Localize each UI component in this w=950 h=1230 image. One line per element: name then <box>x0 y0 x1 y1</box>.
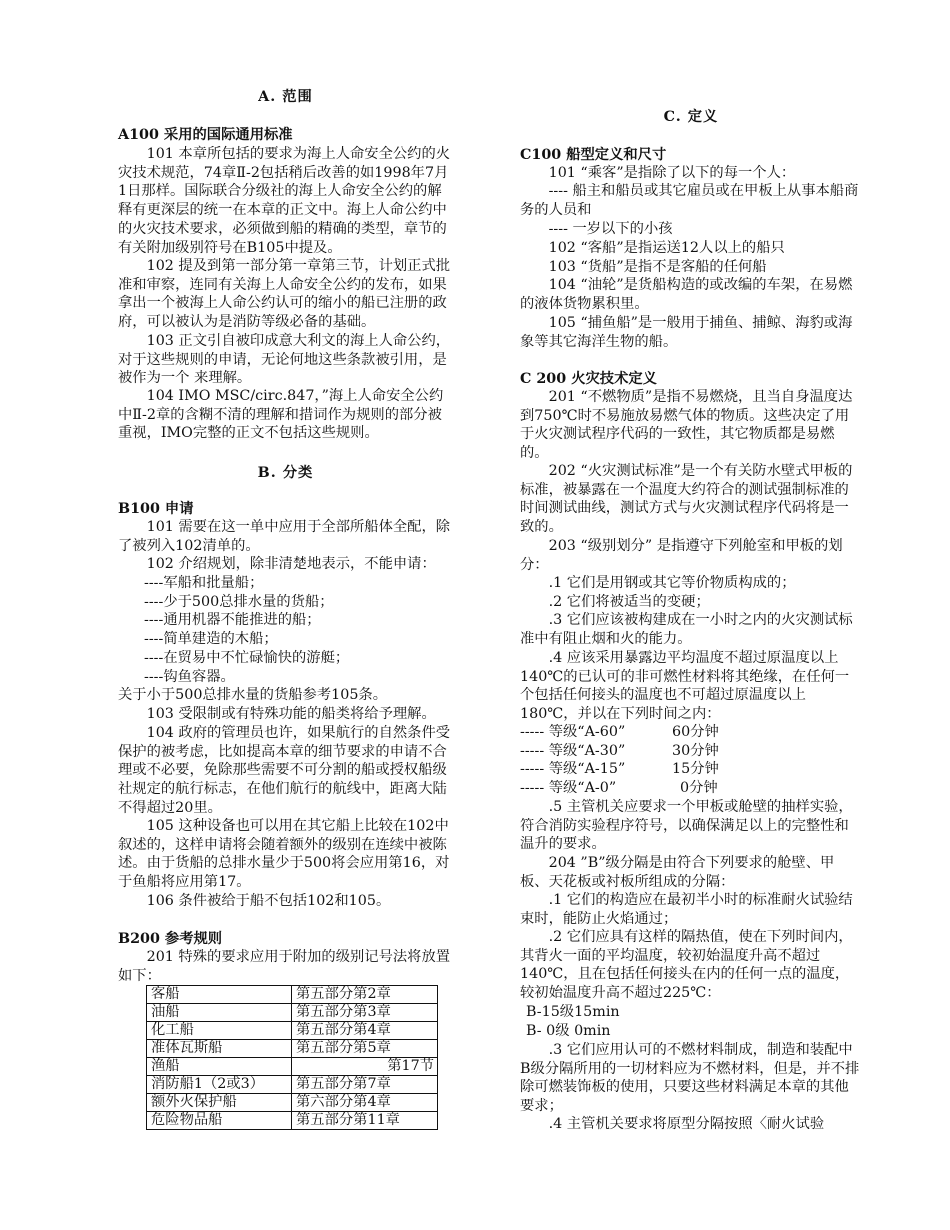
c105-paragraph: 105 “捕鱼船”是一般用于捕鱼、捕鲸、海豹或海象等其它海洋生物的船。 <box>520 315 853 350</box>
c103-paragraph: 103 “货船”是指不是客船的任何船 <box>548 259 767 275</box>
c204-item-4: .4 主管机关要求将原型分隔按照〈耐火试验 <box>548 1116 825 1132</box>
grade-label: ----- 等级“A-60” <box>520 724 626 740</box>
b102-list <box>144 574 453 686</box>
grade-time: 0分钟 <box>680 780 718 797</box>
table-row <box>147 1004 438 1022</box>
table-cell: 油船 <box>147 1004 292 1022</box>
list-item <box>520 760 862 779</box>
table-cell: 第五部分第4章 <box>292 1022 438 1040</box>
c101-item-b: ---- 一岁以下的小孩 <box>548 221 673 237</box>
grade-label: ----- 等级“A-30” <box>520 742 626 759</box>
c202-paragraph: 202 “火灾测试标准”是一个有关防水壁式甲板的标准，被暴露在一个温度大约符合的测试强制标准的时间测试曲线，测试方式与火灾测试程序代码将是一致的。 <box>520 463 853 536</box>
a101-paragraph: 101 本章所包括的要求为海上人命安全公约的火灾技术规范，74章Ⅱ-2包括稍后改善的如1998年7月1日那样。国际联合分级社的海上人命安全公约的解释有更深层的统一在本章的正文中。海上人命公约中的火灾技术要求，必须做到船的精确的类型，章节的有关附加级别符号在B105中提及。 <box>118 146 451 256</box>
b200-heading: B200 参考规则 <box>118 931 223 947</box>
table-cell: 第五部分第7章 <box>292 1076 438 1094</box>
b100-heading: B100 申请 <box>118 501 194 517</box>
a102-paragraph: 102 提及到第一部分第一章第三节，计划正式批准和审察，连同有关海上人命安全公约的发布，如果拿出一个被海上人命公约认可的缩小的船已注册的政府，可以被认为是消防等级必备的基础。 <box>118 258 451 331</box>
c201-paragraph: 201 “不燃物质”是指不易燃烧，且当自身温度达到750℃时不易施放易燃气体的物质。这些决定了用于火灾测试程序代码的一致性，其它物质都是易燃的。 <box>520 389 853 462</box>
table-row <box>147 1076 438 1094</box>
list-item: ----少于500总排水量的货船； <box>144 593 334 610</box>
c104-paragraph: 104 “油轮”是货船构造的或改编的车架，在易燃的液体货物累积里。 <box>520 277 853 312</box>
a100-heading: A100 采用的国际通用标准 <box>118 127 293 143</box>
b106-paragraph: 106 条件被给于船不包括102和105。 <box>146 893 391 909</box>
c204-item-1: .1 它们的构造应在最初半小时的标准耐火试验结束时，能防止火焰通过； <box>520 892 853 927</box>
section-a-title: A. 范围 <box>258 89 313 105</box>
table-cell: 第五部分第2章 <box>292 986 438 1004</box>
table-cell: 消防船1（2或3） <box>147 1076 292 1094</box>
table-cell: 第五部分第5章 <box>292 1040 438 1058</box>
list-item: ----简单建造的木船； <box>144 631 278 648</box>
grade-time: 15分钟 <box>672 761 719 778</box>
table-row <box>147 1040 438 1058</box>
table-row <box>147 1112 438 1130</box>
table-cell: 第五部分第3章 <box>292 1004 438 1022</box>
section-b-title: B. 分类 <box>257 465 314 481</box>
c203-item-1: .1 它们是用钢或其它等价物质构成的； <box>548 575 796 591</box>
table-cell: 化工船 <box>147 1022 292 1040</box>
c203-paragraph: 203 “级别划分” 是指遵守下列舱室和甲板的划分： <box>520 538 843 573</box>
table-row <box>147 986 438 1004</box>
b0-line: B- 0级 0min <box>526 1023 611 1039</box>
section-c-title: C. 定义 <box>663 109 719 125</box>
grade-label: ----- 等级“A-0” <box>520 780 617 797</box>
list-item: ----军船和批量船； <box>144 575 264 591</box>
table-cell: 额外火保护船 <box>147 1094 292 1112</box>
c200-heading: C 200 火灾技术定义 <box>520 371 657 387</box>
c101-paragraph: 101 “乘客”是指除了以下的每一个人： <box>548 165 796 181</box>
grade-list <box>520 723 862 798</box>
a104-paragraph: 104 IMO MSC/circ.847，”海上人命安全公约中Ⅱ-2章的含糊不清的理解和措词作为规则的部分被重视，IMO完整的正文不包括这些规则。 <box>118 388 444 442</box>
c102-paragraph: 102 “客船”是指运送12人以上的船只 <box>548 240 785 256</box>
b201-paragraph: 201 特殊的要求应用于附加的级别记号法将放置如下： <box>118 949 451 984</box>
c204-paragraph: 204 ”B”级分隔是由符合下列要求的舱壁、甲板、天花板或衬板所组成的分隔： <box>520 855 835 890</box>
table-cell: 渔船 <box>147 1058 292 1076</box>
grade-label: ----- 等级“A-15” <box>520 761 626 778</box>
list-item: ----通用机器不能推进的船； <box>144 612 321 629</box>
table-cell: 第五部分第11章 <box>292 1112 438 1130</box>
c204-item-3: .3 它们应用认可的不燃材料制成，制造和装配中B级分隔所用的一切材料应为不燃材料，但是，并不排除可燃装饰板的使用，只要这些材料满足本章的其他要求； <box>520 1042 860 1115</box>
c204-item-2: .2 它们应具有这样的隔热值，使在下列时间内，其背火一面的平均温度，较初始温度升高不超过140℃，且在包括任何接头在内的任何一点的温度，较初始温度升高不超过225℃： <box>520 929 853 1002</box>
c100-heading: C100 船型定义和尺寸 <box>520 147 667 163</box>
b103-paragraph: 103 受限制或有特殊功能的船类将给予理解。 <box>146 706 436 722</box>
list-item <box>520 779 862 798</box>
grade-time: 60分钟 <box>672 724 719 740</box>
b101-paragraph: 101 需要在这一单中应用于全部所船体全配，除了被列入102清单的。 <box>118 519 451 554</box>
table-cell: 危险物品船 <box>147 1112 292 1130</box>
table-row <box>147 1094 438 1112</box>
b105-paragraph: 105 这种设备也可以用在其它船上比较在102中叙述的，这样申请将会随着额外的级别在连续中被陈述。由于货船的总排水量少于500将会应用第16，对于鱼船将应用第17。 <box>118 818 450 891</box>
table-row <box>147 1058 438 1076</box>
c203-item-3: .3 它们应该被构建成在一小时之内的火灾测试标准中有阻止烟和火的能力。 <box>520 612 853 647</box>
c203-item-5: .5 主管机关应要求一个甲板或舱壁的抽样实验，符合消防实验程序符号，以确保满足以上的完整性和温升的要求。 <box>520 799 853 853</box>
table-row <box>147 1022 438 1040</box>
c101-item-a: ---- 船主和船员或其它雇员或在甲板上从事本船商务的人员和 <box>520 183 859 218</box>
reference-rules-table <box>146 985 438 1130</box>
c203-item-4: .4 应该采用暴露边平均温度不超过原温度以上140℃的已认可的非可燃性材料将其绝缘，在任何一个包括任何接头的温度也不可超过原温度以上180℃，并以在下列时间之内： <box>520 650 850 723</box>
b102-paragraph: 102 介绍规划，除非清楚地表示，不能申请： <box>146 556 436 572</box>
b15-line: B-15级15min <box>526 1004 620 1020</box>
table-cell: 客船 <box>147 986 292 1004</box>
grade-time: 30分钟 <box>672 742 719 759</box>
list-item <box>520 742 862 761</box>
b104-paragraph: 104 政府的管理员也许，如果航行的自然条件受保护的被考虑，比如提高本章的细节要求的申请不合理或不必要，免除那些需要不可分割的船或授权船级社规定的航行标志，在他们航行的航线中，距离大陆不得超过20里。 <box>118 725 451 816</box>
b102-note: 关于小于500总排水量的货船参考105条。 <box>118 687 388 703</box>
a103-paragraph: 103 正文引自被印成意大利文的海上人命公约，对于这些规则的申请，无论何地这些条款被引用，是被作为一个 来理解。 <box>118 333 451 387</box>
table-cell: 第六部分第4章 <box>292 1094 438 1112</box>
table-cell: 第17节 <box>292 1058 438 1076</box>
c203-item-2: .2 它们将被适当的变硬； <box>548 594 710 610</box>
list-item: ----钩鱼容器。 <box>144 668 235 685</box>
list-item <box>520 723 862 742</box>
list-item: ----在贸易中不忙碌愉快的游艇； <box>144 649 350 666</box>
table-cell: 准体瓦斯船 <box>147 1040 292 1058</box>
